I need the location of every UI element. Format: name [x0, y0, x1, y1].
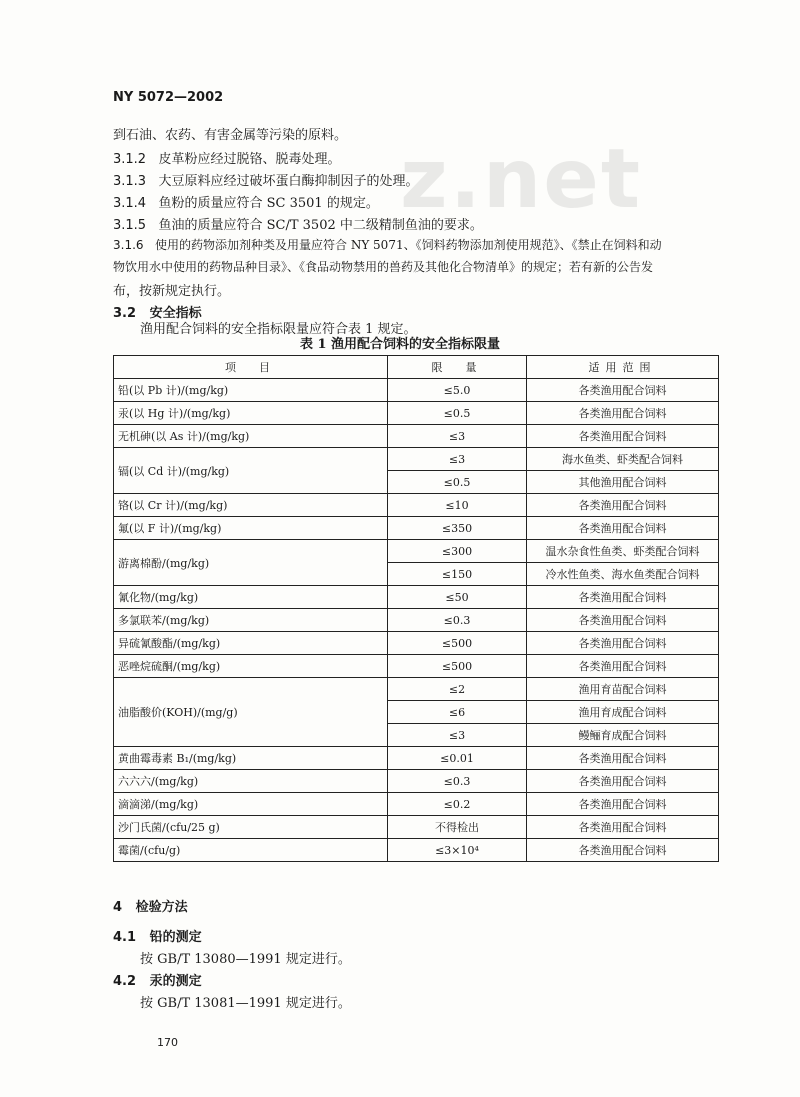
scope-cell: 各类渔用配合饲料	[527, 747, 719, 770]
scope-cell: 各类渔用配合饲料	[527, 425, 719, 448]
table-row	[114, 655, 719, 678]
limit-cell: ≤500	[388, 632, 527, 655]
table-row	[114, 402, 719, 425]
scope-cell: 各类渔用配合饲料	[527, 609, 719, 632]
section-title: 安全指标	[149, 306, 202, 321]
limit-cell: ≤0.3	[388, 609, 527, 632]
clause-3-1-6	[113, 236, 662, 253]
item-cell: 无机砷(以 As 计)/(mg/kg)	[114, 425, 388, 448]
section-number: 4.1	[113, 930, 137, 945]
section-title: 检验方法	[135, 900, 188, 915]
section-3-2-intro: 渔用配合饲料的安全指标限量应符合表 1 规定。	[140, 322, 417, 337]
clause-3-1-3	[113, 170, 419, 189]
item-cell: 氟(以 F 计)/(mg/kg)	[114, 517, 388, 540]
table-row	[114, 379, 719, 402]
scope-cell: 渔用育苗配合饲料	[527, 678, 719, 701]
table-title: 表 1 渔用配合饲料的安全指标限量	[299, 337, 501, 352]
section-4-1-text: 按 GB/T 13080—1991 规定进行。	[140, 952, 351, 967]
item-cell: 黄曲霉毒素 B₁/(mg/kg)	[114, 747, 388, 770]
section-number: 4	[113, 900, 123, 915]
clause-text: 大豆原料应经过破坏蛋白酶抑制因子的处理。	[158, 174, 419, 189]
scope-cell: 各类渔用配合饲料	[527, 586, 719, 609]
scope-cell: 渔用育成配合饲料	[527, 701, 719, 724]
table-row	[114, 517, 719, 540]
limit-cell: ≤3	[388, 425, 527, 448]
clause-text-line-1: 使用的药物添加剂种类及用量应符合 NY 5071、《饲料药物添加剂使用规范》、《禁止在饲料和动	[155, 238, 662, 252]
table-row	[114, 494, 719, 517]
limit-cell: ≤300	[388, 540, 527, 563]
item-cell: 镉(以 Cd 计)/(mg/kg)	[114, 448, 388, 494]
scope-cell: 各类渔用配合饲料	[527, 839, 719, 862]
table-row	[114, 425, 719, 448]
table-row	[114, 747, 719, 770]
item-cell: 氰化物/(mg/kg)	[114, 586, 388, 609]
clause-text: 皮革粉应经过脱铬、脱毒处理。	[158, 152, 341, 167]
table-row	[114, 540, 719, 563]
clause-number: 3.1.2	[113, 152, 147, 167]
section-4-2-heading	[113, 970, 202, 989]
item-cell: 油脂酸价(KOH)/(mg/g)	[114, 678, 388, 747]
limit-cell: ≤500	[388, 655, 527, 678]
limit-cell: ≤0.01	[388, 747, 527, 770]
item-cell: 汞(以 Hg 计)/(mg/kg)	[114, 402, 388, 425]
item-cell: 霉菌/(cfu/g)	[114, 839, 388, 862]
table-row	[114, 448, 719, 471]
item-cell: 铬(以 Cr 计)/(mg/kg)	[114, 494, 388, 517]
scope-cell: 各类渔用配合饲料	[527, 517, 719, 540]
section-title: 铅的测定	[149, 930, 202, 945]
scope-cell: 海水鱼类、虾类配合饲料	[527, 448, 719, 471]
clause-3-1-2	[113, 148, 341, 167]
table-row	[114, 770, 719, 793]
limit-cell: ≤3	[388, 448, 527, 471]
limit-cell: ≤350	[388, 517, 527, 540]
safety-limits-table	[113, 355, 719, 862]
scope-cell: 各类渔用配合饲料	[527, 770, 719, 793]
table-header-row	[114, 356, 719, 379]
section-4-2-text: 按 GB/T 13081—1991 规定进行。	[140, 996, 351, 1011]
limit-cell: ≤0.5	[388, 471, 527, 494]
paragraph-continuation: 到石油、农药、有害金属等污染的原料。	[113, 128, 348, 143]
scope-cell: 各类渔用配合饲料	[527, 655, 719, 678]
table-row	[114, 586, 719, 609]
table-row	[114, 632, 719, 655]
limit-cell: ≤3×10⁴	[388, 839, 527, 862]
item-cell: 六六六/(mg/kg)	[114, 770, 388, 793]
section-number: 4.2	[113, 974, 137, 989]
scope-cell: 各类渔用配合饲料	[527, 816, 719, 839]
limit-cell: ≤5.0	[388, 379, 527, 402]
clause-text-line-3: 布，按新规定执行。	[113, 284, 231, 299]
clause-3-1-4	[113, 192, 379, 211]
scope-cell: 其他渔用配合饲料	[527, 471, 719, 494]
scope-cell: 各类渔用配合饲料	[527, 379, 719, 402]
item-cell: 滴滴涕/(mg/kg)	[114, 793, 388, 816]
limit-cell: ≤0.2	[388, 793, 527, 816]
limit-cell: ≤150	[388, 563, 527, 586]
section-4-heading	[113, 896, 188, 915]
scope-cell: 温水杂食性鱼类、虾类配合饲料	[527, 540, 719, 563]
clause-number: 3.1.3	[113, 174, 147, 189]
scope-cell: 各类渔用配合饲料	[527, 402, 719, 425]
table-row	[114, 839, 719, 862]
page-number: 170	[157, 1036, 178, 1049]
limit-cell: ≤6	[388, 701, 527, 724]
scope-cell: 各类渔用配合饲料	[527, 632, 719, 655]
clause-text-line-2: 物饮用水中使用的药物品种目录》、《食品动物禁用的兽药及其他化合物清单》的规定；若有新的公告发	[113, 260, 654, 274]
item-cell: 铅(以 Pb 计)/(mg/kg)	[114, 379, 388, 402]
section-title: 汞的测定	[149, 974, 202, 989]
item-cell: 多氯联苯/(mg/kg)	[114, 609, 388, 632]
scope-cell: 冷水性鱼类、海水鱼类配合饲料	[527, 563, 719, 586]
column-header-item: 项 目	[114, 356, 388, 379]
clause-number: 3.1.4	[113, 196, 147, 211]
clause-number: 3.1.6	[113, 238, 144, 252]
section-number: 3.2	[113, 306, 137, 321]
limit-cell: ≤0.3	[388, 770, 527, 793]
limit-cell: ≤50	[388, 586, 527, 609]
standard-number-header: NY 5072—2002	[113, 90, 224, 105]
scope-cell: 鳗鲡育成配合饲料	[527, 724, 719, 747]
table-row	[114, 609, 719, 632]
table-row	[114, 816, 719, 839]
limit-cell: ≤2	[388, 678, 527, 701]
limit-cell: 不得检出	[388, 816, 527, 839]
column-header-scope: 适用范围	[527, 356, 719, 379]
scope-cell: 各类渔用配合饲料	[527, 494, 719, 517]
limit-cell: ≤3	[388, 724, 527, 747]
clause-3-1-5	[113, 214, 483, 233]
table-row	[114, 793, 719, 816]
clause-number: 3.1.5	[113, 218, 147, 233]
scope-cell: 各类渔用配合饲料	[527, 793, 719, 816]
limit-cell: ≤10	[388, 494, 527, 517]
limit-cell: ≤0.5	[388, 402, 527, 425]
section-4-1-heading	[113, 926, 202, 945]
table-row	[114, 678, 719, 701]
watermark: z.net	[400, 132, 643, 227]
clause-text: 鱼粉的质量应符合 SC 3501 的规定。	[158, 196, 379, 211]
item-cell: 恶唑烷硫酮/(mg/kg)	[114, 655, 388, 678]
clause-text: 鱼油的质量应符合 SC/T 3502 中二级精制鱼油的要求。	[158, 218, 483, 233]
item-cell: 异硫氰酸酯/(mg/kg)	[114, 632, 388, 655]
item-cell: 沙门氏菌/(cfu/25 g)	[114, 816, 388, 839]
item-cell: 游离棉酚/(mg/kg)	[114, 540, 388, 586]
column-header-limit: 限 量	[388, 356, 527, 379]
